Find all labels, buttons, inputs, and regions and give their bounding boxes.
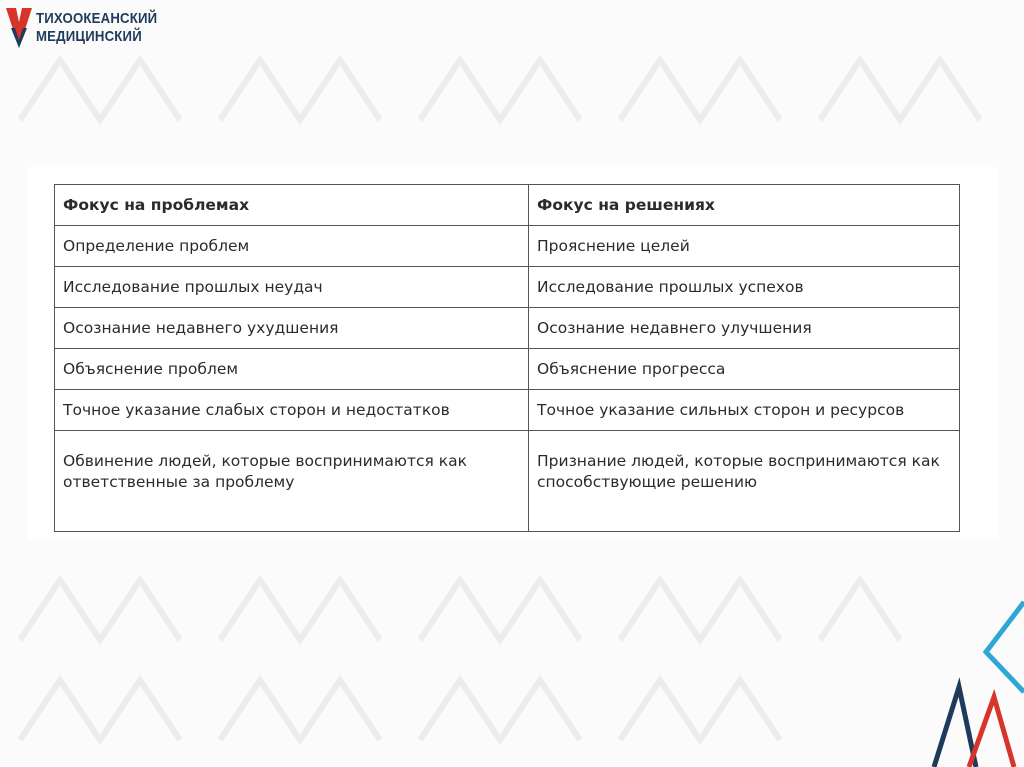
cell-solution: Осознание недавнего улучшения xyxy=(529,308,960,349)
cell-solution: Прояснение целей xyxy=(529,226,960,267)
table-row xyxy=(55,226,960,267)
table-row xyxy=(55,308,960,349)
table-row xyxy=(55,390,960,431)
cell-solution: Признание людей, которые воспринимаются как способствующие решению xyxy=(529,431,960,532)
logo-text xyxy=(36,10,157,46)
table-row xyxy=(55,267,960,308)
table-row xyxy=(55,349,960,390)
cell-problem: Определение проблем xyxy=(55,226,529,267)
logo-mark-icon xyxy=(6,8,32,48)
header-problems: Фокус на проблемах xyxy=(55,185,529,226)
table-row xyxy=(55,431,960,532)
cell-problem: Исследование прошлых неудач xyxy=(55,267,529,308)
cell-problem: Объяснение проблем xyxy=(55,349,529,390)
cell-solution: Объяснение прогресса xyxy=(529,349,960,390)
header-solutions: Фокус на решениях xyxy=(529,185,960,226)
logo-line-2: МЕДИЦИНСКИЙ xyxy=(36,28,142,45)
cell-problem: Осознание недавнего ухудшения xyxy=(55,308,529,349)
logo xyxy=(6,6,166,52)
corner-decoration-icon xyxy=(914,592,1024,767)
table-header-row xyxy=(55,185,960,226)
cell-solution: Точное указание сильных сторон и ресурсов xyxy=(529,390,960,431)
focus-comparison-table xyxy=(54,184,960,532)
logo-line-1: ТИХООКЕАНСКИЙ xyxy=(36,10,158,27)
cell-problem: Точное указание слабых сторон и недостатков xyxy=(55,390,529,431)
cell-solution: Исследование прошлых успехов xyxy=(529,267,960,308)
cell-problem: Обвинение людей, которые воспринимаются как ответственные за проблему xyxy=(55,431,529,532)
